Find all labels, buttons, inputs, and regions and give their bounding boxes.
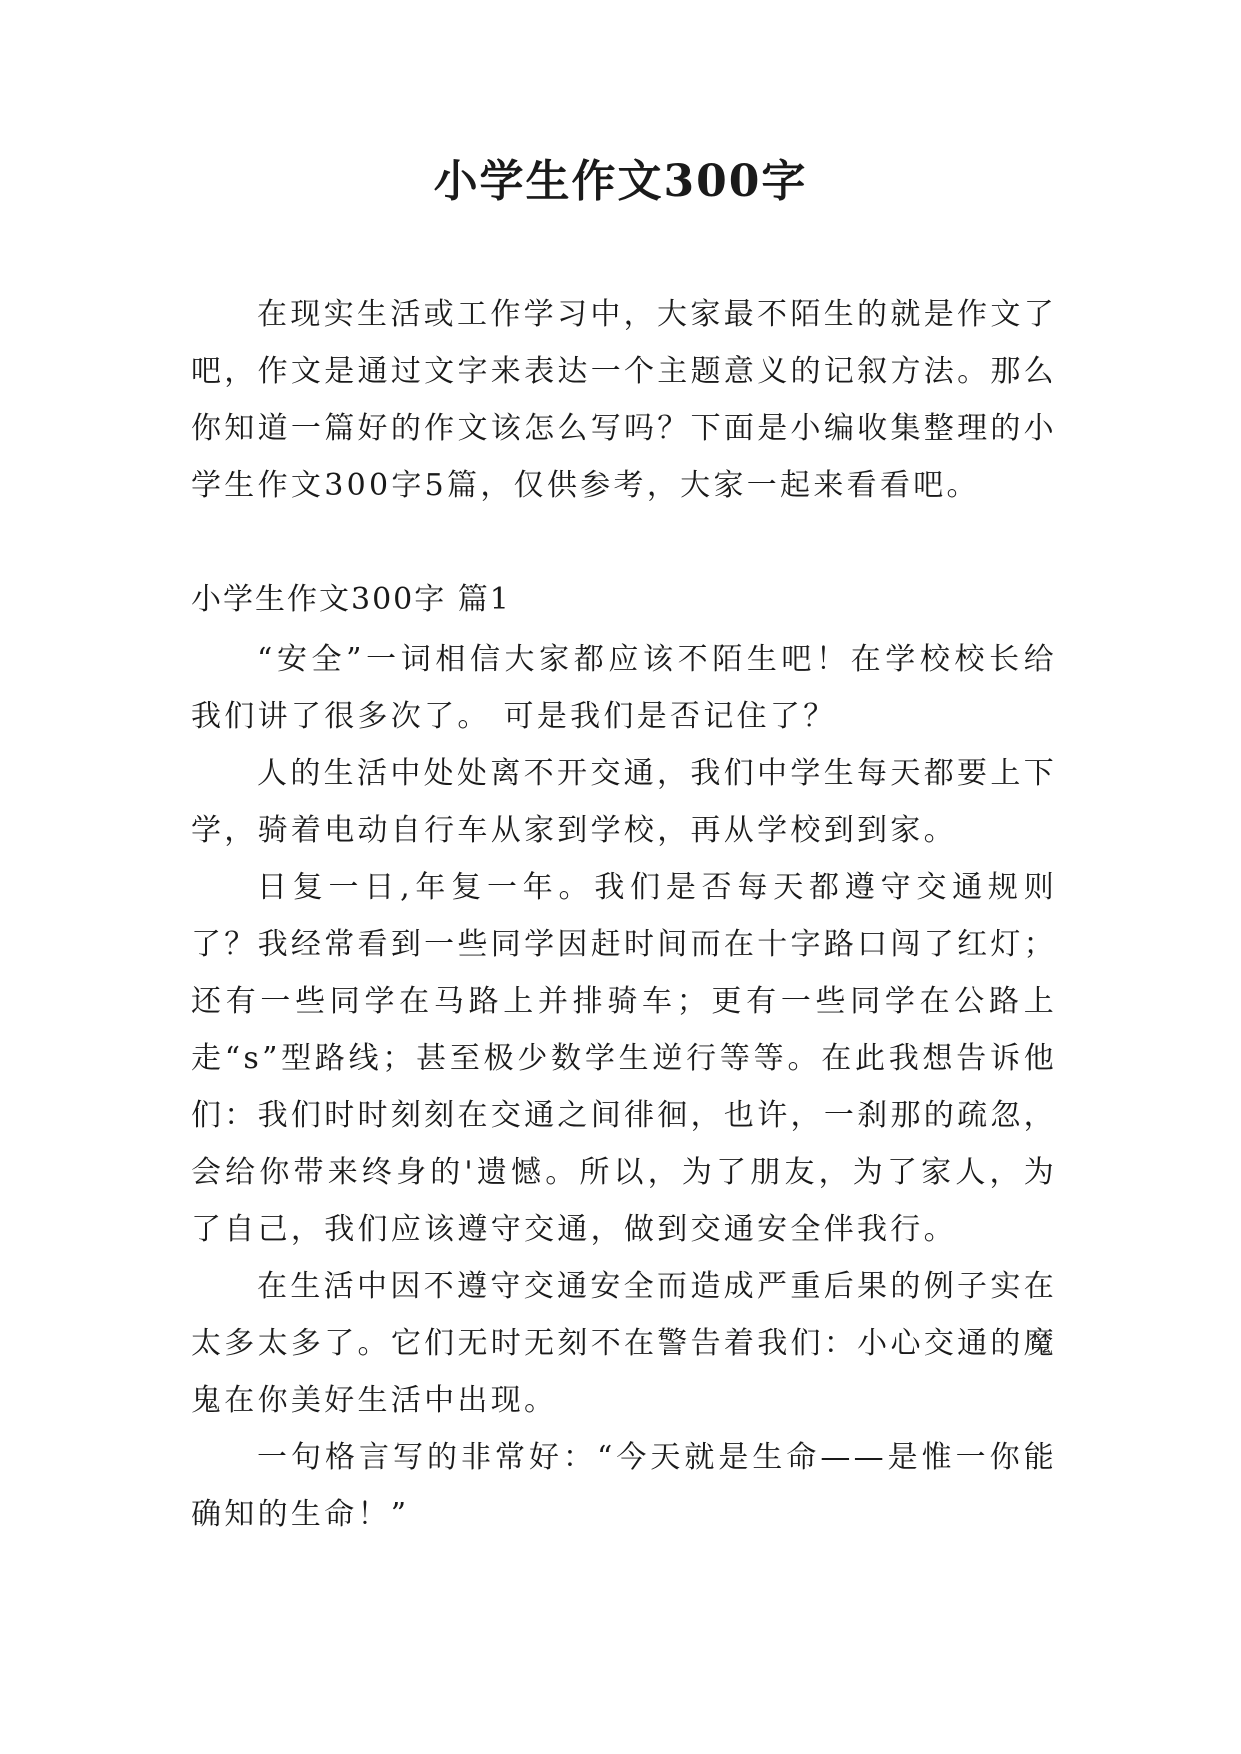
intro-paragraph: 在现实生活或工作学习中，大家最不陌生的就是作文了吧，作文是通过文字来表达一个主题意义的记叙方法。那么你知道一篇好的作文该怎么写吗？下面是小编收集整理的小学生作文300字5篇，仅供参考，大家一起来看看吧。 bbox=[191, 297, 1057, 503]
document-title: 小学生作文300字 bbox=[433, 156, 808, 207]
body-paragraph-3: 日复一日,年复一年。我们是否每天都遵守交通规则了？我经常看到一些同学因赶时间而在十字路口闯了红灯；还有一些同学在马路上并排骑车；更有一些同学在公路上走“s”型路线；甚至极少数学生逆行等等。在此我想告诉他们：我们时时刻刻在交通之间徘徊，也许，一刹那的疏忽，会给你带来终身的'遗憾。所以，为了朋友，为了家人，为了自己，我们应该遵守交通，做到交通安全伴我行。 bbox=[191, 870, 1057, 1247]
section-heading: 小学生作文300字 篇1 bbox=[191, 582, 511, 617]
body-paragraph-5: 一句格言写的非常好：“今天就是生命——是惟一你能确知的生命！” bbox=[191, 1440, 1057, 1532]
document-body bbox=[191, 286, 1057, 1543]
body-paragraph-4: 在生活中因不遵守交通安全而造成严重后果的例子实在太多太多了。它们无时无刻不在警告着我们：小心交通的魔鬼在你美好生活中出现。 bbox=[191, 1269, 1057, 1418]
body-paragraph-1: “安全”一词相信大家都应该不陌生吧！在学校校长给我们讲了很多次了。 可是我们是否记住了？ bbox=[191, 642, 1057, 734]
body-paragraph-2: 人的生活中处处离不开交通，我们中学生每天都要上下学，骑着电动自行车从家到学校，再从学校到到家。 bbox=[191, 756, 1057, 848]
